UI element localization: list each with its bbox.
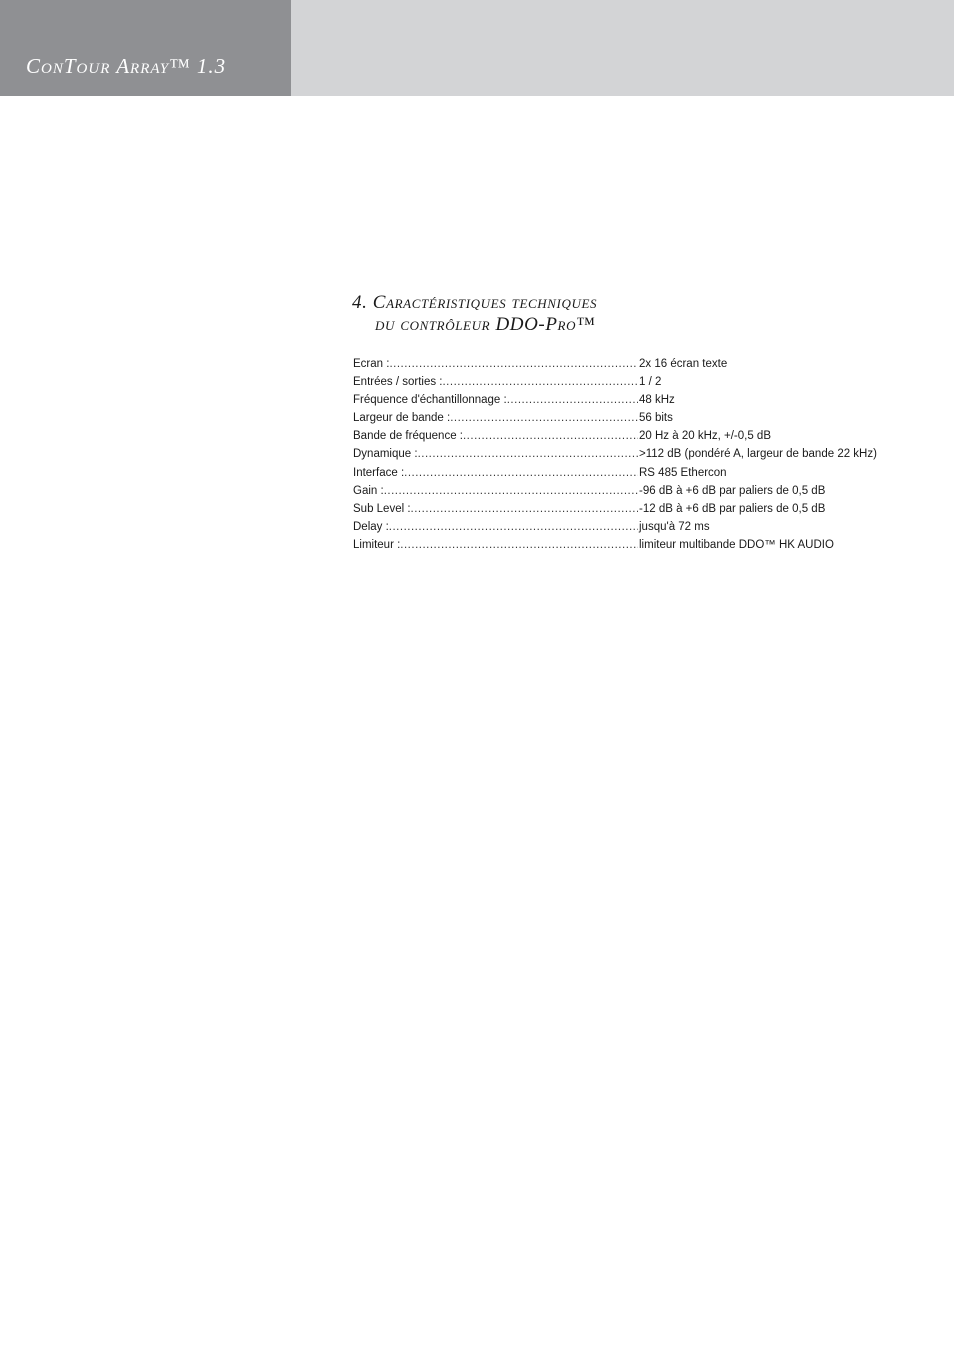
spec-label: Sub Level : [353, 502, 411, 515]
spec-value: limiteur multibande DDO™ HK AUDIO [639, 538, 834, 551]
spec-value: jusqu'à 72 ms [639, 520, 710, 533]
spec-label: Limiteur : [353, 538, 401, 551]
dot-leader [507, 391, 638, 409]
spec-value: -96 dB à +6 dB par paliers de 0,5 dB [639, 484, 826, 497]
spec-row [353, 518, 933, 536]
spec-label: Entrées / sorties : [353, 376, 443, 389]
spec-label: Gain : [353, 484, 384, 497]
spec-value: 1 / 2 [639, 376, 662, 389]
section-title-line-2: du contrôleur DDO-Pro™ [375, 314, 596, 335]
dot-leader [463, 427, 638, 445]
dot-leader [389, 518, 638, 536]
spec-list [353, 355, 933, 554]
spec-value: RS 485 Ethercon [639, 466, 727, 479]
spec-value: 56 bits [639, 412, 673, 425]
spec-label: Ecran : [353, 358, 390, 370]
spec-row [353, 536, 933, 554]
header-bar-light [291, 0, 954, 96]
dot-leader [411, 500, 638, 518]
spec-row [353, 355, 933, 373]
spec-row [353, 445, 933, 463]
spec-label: Fréquence d'échantillonnage : [353, 394, 507, 407]
section-title-line-1: 4. Caractéristiques techniques [352, 292, 598, 313]
dot-leader [418, 445, 638, 463]
spec-value: -12 dB à +6 dB par paliers de 0,5 dB [639, 502, 826, 515]
dot-leader [384, 482, 638, 500]
spec-value: 20 Hz à 20 kHz, +/-0,5 dB [639, 430, 771, 443]
spec-row [353, 391, 933, 409]
spec-label: Delay : [353, 520, 389, 533]
dot-leader [450, 409, 638, 427]
spec-label: Largeur de bande : [353, 412, 451, 425]
document-title: ConTour Array™ 1.3 [26, 54, 227, 78]
dot-leader [400, 536, 638, 554]
spec-label: Bande de fréquence : [353, 430, 463, 443]
section-title [352, 292, 597, 336]
spec-value: >112 dB (pondéré A, largeur de bande 22 kHz) [639, 448, 877, 461]
spec-row [353, 373, 933, 391]
spec-row [353, 427, 933, 445]
spec-row [353, 482, 933, 500]
spec-value: 2x 16 écran texte [639, 358, 728, 370]
spec-label: Interface : [353, 466, 405, 479]
spec-value: 48 kHz [639, 394, 675, 407]
spec-row [353, 500, 933, 518]
spec-row [353, 464, 933, 482]
spec-label: Dynamique : [353, 448, 418, 461]
dot-leader [389, 355, 638, 373]
dot-leader [442, 373, 638, 391]
dot-leader [404, 464, 638, 482]
spec-row [353, 409, 933, 427]
header-bar-dark [0, 0, 291, 96]
